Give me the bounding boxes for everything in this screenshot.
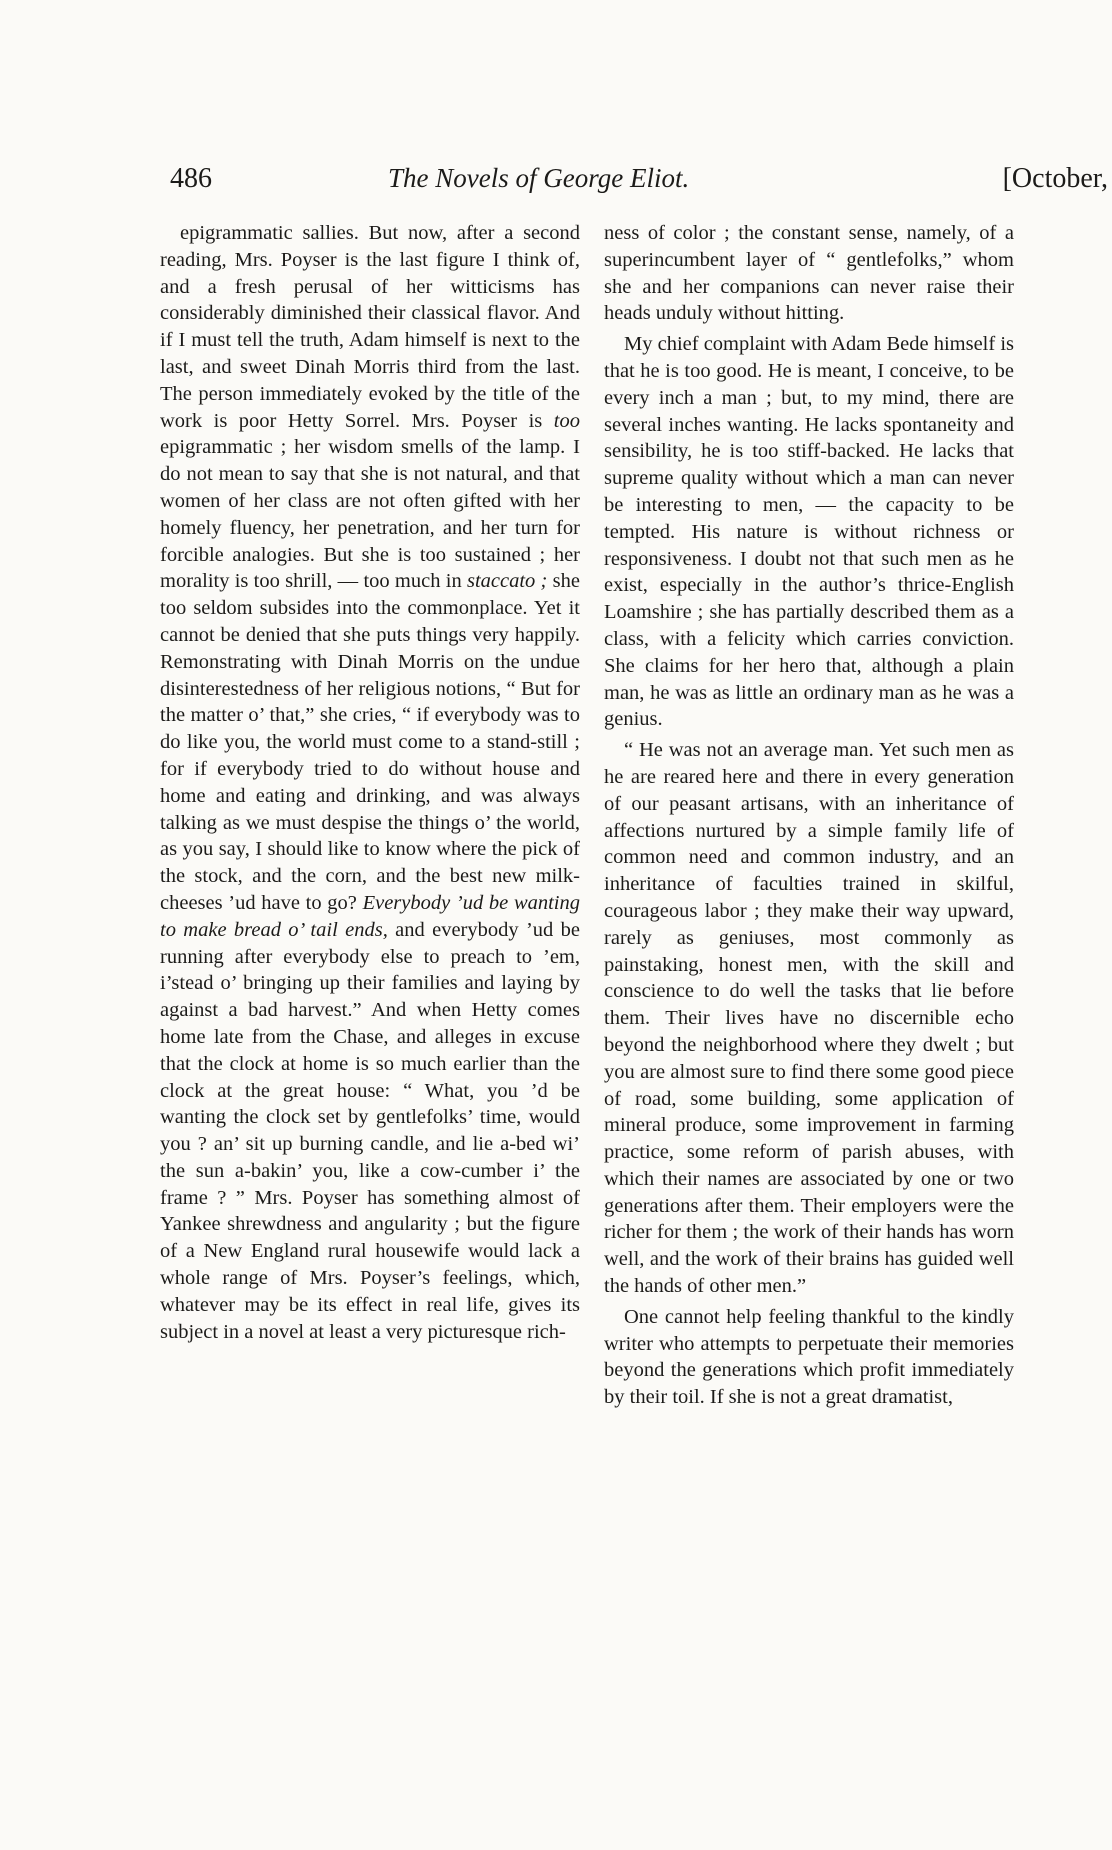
- right-column: [604, 220, 1014, 1411]
- text-span: and everybody ’ud be running after everybody else to preach to ’em, i’stead o’ bringing up their families and laying by against a bad harvest.” And when Hetty comes home late from the Chase, and alleges in excuse that the clock at home is so much earlier than the clock at the great house: “ What, you ’d be wanting the clock set by gentlefolks’ time, would you ? an’ sit up burning candle, and lie a-bed wi’ the sun a-bakin’ you, like a cow-cumber i’ the frame ? ” Mrs. Poyser has something almost of Yankee shrewdness and angularity ; but the figure of a New England rural housewife would lack a whole range of Mrs. Poyser’s feelings, which, whatever may be its effect in real life, gives its subject in a novel at least a very picturesque rich-: [160, 918, 580, 1343]
- page-number: 486: [170, 163, 212, 194]
- text-span: epigrammatic ; her wisdom smells of the lamp. I do not mean to say that she is not natural, and that women of her class are not often gifted with her homely fluency, her penetration, and her turn for forcible analogies. But she is too sustained ; her morality is too shrill, — too much in: [160, 436, 580, 593]
- italic-span: staccato ;: [466, 570, 548, 593]
- text-span: she too seldom subsides into the commonplace. Yet it cannot be denied that she puts things very happily. Remonstrating with Dinah Morris on the undue disinterestedness of her religious notions, “ But for the matter o’ that,” she cries, “ if everybody was to do like you, the world must come to a stand-still ; for if everybody tried to do without house and home and eating and drinking, and was always talking as we must despise the things o’ the world, as you say, I should like to know where the pick of the stock, and the corn, and the best new milk-cheeses ’ud have to go?: [160, 570, 580, 914]
- page-header: [170, 163, 1108, 203]
- left-column: [160, 220, 580, 1345]
- right-paragraph: One cannot help feeling thankful to the kindly writer who attempts to perpetuate their memories beyond the generations which profit immediately by their toil. If she is not a great dramatist,: [604, 1305, 1014, 1409]
- italic-span: too: [553, 409, 580, 432]
- right-paragraph-continued: ness of color ; the constant sense, namely, of a superincumbent layer of “ gentlefolks,” whom she and her companions can never raise their heads unduly without hitting.: [604, 222, 1014, 325]
- issue-month: [October,: [1002, 163, 1108, 194]
- quotation-paragraph: “ He was not an average man. Yet such men as he are reared here and there in every generation of our peasant artisans, with an inheritance of affections nurtured by a simple family life of common need and common industry, and an inheritance of faculties trained in skilful, courageous labor ; they make their way upward, rarely as geniuses, most commonly as painstaking, honest men, with the skill and conscience to do well the tasks that lie before them. Their lives have no discernible echo beyond the neighborhood where they dwelt ; but you are almost sure to find there some good piece of road, some building, some application of mineral produce, some improvement in farming practice, some reform of parish abuses, with which their names are associated by one or two generations after them. Their employers were the richer for them ; the work of their hands has worn well, and the work of their brains has guided well the hands of other men.”: [604, 739, 1014, 1298]
- italic-span: Everybody ’ud be wanting to make bread o’ tail ends,: [160, 891, 581, 941]
- right-paragraph: My chief complaint with Adam Bede himself is that he is too good. He is meant, I conceive, to be every inch a man ; but, to my mind, there are several inches wanting. He lacks spontaneity and sensibility, he is too stiff-backed. He lacks that supreme quality without which a man can never be interesting to men, — the capacity to be tempted. His nature is without richness or responsiveness. I doubt not that such men as he exist, especially in the author’s thrice-English Loamshire ; she has partially described them as a class, with a felicity which carries conviction. She claims for her hero that, although a plain man, he was as little an ordinary man as he was a genius.: [604, 333, 1015, 731]
- running-title: The Novels of George Eliot.: [388, 163, 690, 193]
- text-span: epigrammatic sallies. But now, after a second reading, Mrs. Poyser is the last figure I think of, and a fresh perusal of her witticisms has considerably diminished their classical flavor. And if I must tell the truth, Adam himself is next to the last, and sweet Dinah Morris third from the last. The person immediately evoked by the title of the work is poor Hetty Sorrel. Mrs. Poyser is: [160, 222, 580, 432]
- left-paragraph: [160, 220, 580, 1345]
